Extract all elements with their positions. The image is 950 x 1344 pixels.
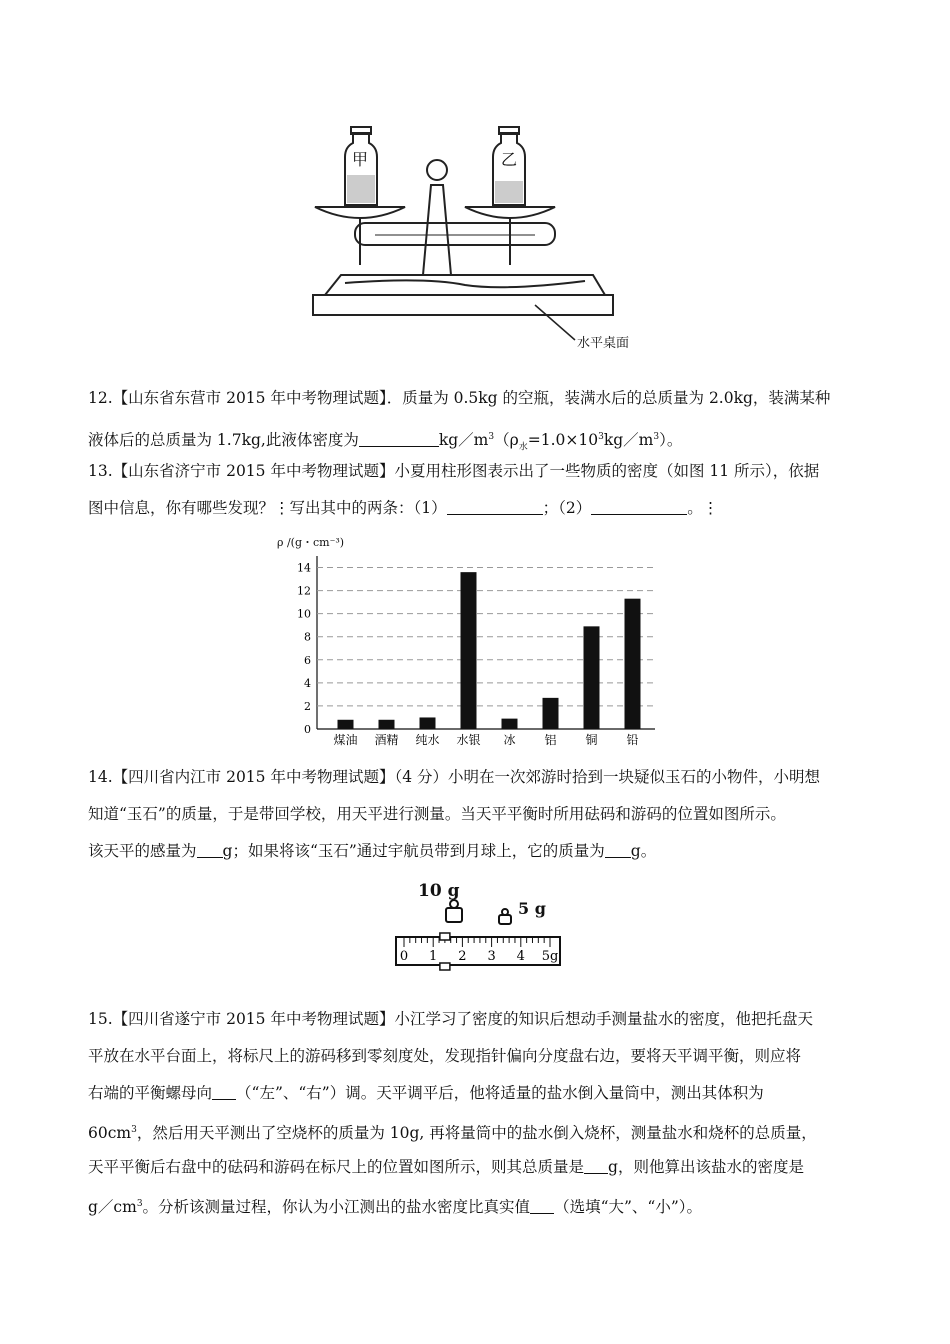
- scale-label: 5g: [541, 949, 559, 964]
- left-pan: [315, 207, 405, 218]
- balance-beam: [355, 223, 555, 245]
- desk-surface: [313, 295, 613, 315]
- q13-blank-1[interactable]: [447, 500, 543, 515]
- balance-pillar: [423, 185, 451, 275]
- scale-label: 0: [399, 949, 409, 964]
- x-category-label: 冰: [503, 733, 516, 747]
- x-category-label: 铅: [626, 733, 639, 747]
- q13-line2: 图中信息，你有哪些发现？⋮写出其中的两条：（1） ；（2） 。⋮: [88, 499, 719, 517]
- q15-line6: $g/cm^3$。分析该测量过程，你认为小江测出的盐水密度比真实值 （选填“大”、“小”）。: [88, 1198, 703, 1217]
- x-category-label: 酒精: [374, 733, 399, 747]
- q12-line1: 12.【山东省东营市 2015 年中考物理试题】．质量为 0.5kg 的空瓶，装满水后的总质量为 2.0kg，装满某种: [88, 389, 831, 407]
- scale-label: 2: [458, 949, 467, 964]
- y-tick-label: 12: [297, 584, 311, 598]
- q12-line2: 液体后的总质量为 1.7kg,此液体密度为 $kg/m^3(\rho_水=1.0\times 10^3kg/m^3)$。: [88, 431, 683, 453]
- q15-line2: 平放在水平台面上，将标尺上的游码移到零刻度处，发现指针偏向分度盘右边，要将天平调平衡，则应将: [88, 1047, 802, 1065]
- scale-label: 1: [429, 949, 438, 964]
- q15-blank-1[interactable]: [212, 1085, 236, 1100]
- y-tick-label: 14: [297, 561, 311, 575]
- y-tick-label: 10: [297, 607, 311, 621]
- x-category-label: 煤油: [333, 733, 358, 747]
- q14-blank-1[interactable]: [197, 843, 223, 858]
- bar-7: [625, 599, 641, 729]
- q15-line1: 15.【四川省遂宁市 2015 年中考物理试题】小江学习了密度的知识后想动手测量盐水的密度，他把托盘天: [88, 1010, 813, 1028]
- weight-5g-label: 5 g: [518, 899, 546, 918]
- q13-line1: 13.【山东省济宁市 2015 年中考物理试题】小夏用柱形图表示出了一些物质的密度（如图 11 所示），依据: [88, 462, 820, 480]
- q14-line3: 该天平的感量为 g；如果将该“玉石”通过宇航员带到月球上，它的质量为 g。: [88, 842, 657, 860]
- bar-6: [584, 626, 600, 729]
- q14-blank-2[interactable]: [605, 843, 631, 858]
- bottle-yi-label: 乙: [501, 150, 518, 169]
- weights-figure: [390, 874, 570, 974]
- y-tick-label: 6: [304, 653, 311, 667]
- q14-line1: 14.【四川省内江市 2015 年中考物理试题】（4 分）小明在一次郊游时拾到一块疑似玉石的小物件，小明想: [88, 768, 820, 786]
- bar-0: [338, 720, 354, 729]
- q14-line2: 知道“玉石”的质量，于是带回学校，用天平进行测量。当天平平衡时所用砝码和游码的位置如图所示。: [88, 805, 786, 823]
- density-chart: [265, 532, 665, 752]
- rider-bottom: [440, 963, 450, 970]
- x-category-label: 铜: [585, 733, 598, 747]
- desk-label: 水平桌面: [577, 336, 630, 351]
- y-tick-label: 0: [304, 723, 311, 736]
- y-tick-label: 4: [304, 676, 311, 690]
- bar-5: [543, 698, 559, 729]
- q15-line5: 天平平衡后右盘中的砝码和游码在标尺上的位置如图所示，则其总质量是 g，则他算出该盐水的密度是: [88, 1158, 804, 1176]
- bar-1: [379, 720, 395, 729]
- y-tick-label: 8: [304, 630, 311, 644]
- bottle-jia-label: 甲: [352, 150, 369, 169]
- rider-top: [440, 933, 450, 940]
- y-tick-label: 2: [304, 699, 311, 713]
- q13-blank-2[interactable]: [591, 500, 687, 515]
- x-category-label: 纯水: [415, 733, 440, 747]
- chart-ylabel: ρ /(g・cm⁻³): [277, 536, 345, 549]
- scale-label: 3: [487, 949, 496, 964]
- q12-blank[interactable]: [359, 432, 439, 447]
- rider-scale: [396, 937, 560, 965]
- bar-3: [461, 572, 477, 729]
- weight-10g: [446, 900, 462, 922]
- x-category-label: 水银: [456, 733, 481, 747]
- weight-5g: [499, 909, 511, 924]
- bar-2: [420, 717, 436, 729]
- weight-10g-label: 10 g: [418, 881, 460, 901]
- q15-line3: 右端的平衡螺母向 （“左”、“右”）调。天平调平后，他将适量的盐水倒入量筒中，测出其体积为: [88, 1084, 764, 1102]
- q15-blank-3[interactable]: [530, 1199, 554, 1214]
- scale-label: 4: [516, 949, 525, 964]
- q15-blank-2[interactable]: [584, 1159, 608, 1174]
- bar-4: [502, 719, 518, 729]
- x-category-label: 铝: [544, 733, 557, 747]
- right-pan: [465, 207, 555, 218]
- balance-figure: [305, 125, 665, 355]
- q15-line4: $60cm^3$，然后用天平测出了空烧杯的质量为 10g, 再将量筒中的盐水倒入烧杯，测量盐水和烧杯的总质量，: [88, 1124, 817, 1143]
